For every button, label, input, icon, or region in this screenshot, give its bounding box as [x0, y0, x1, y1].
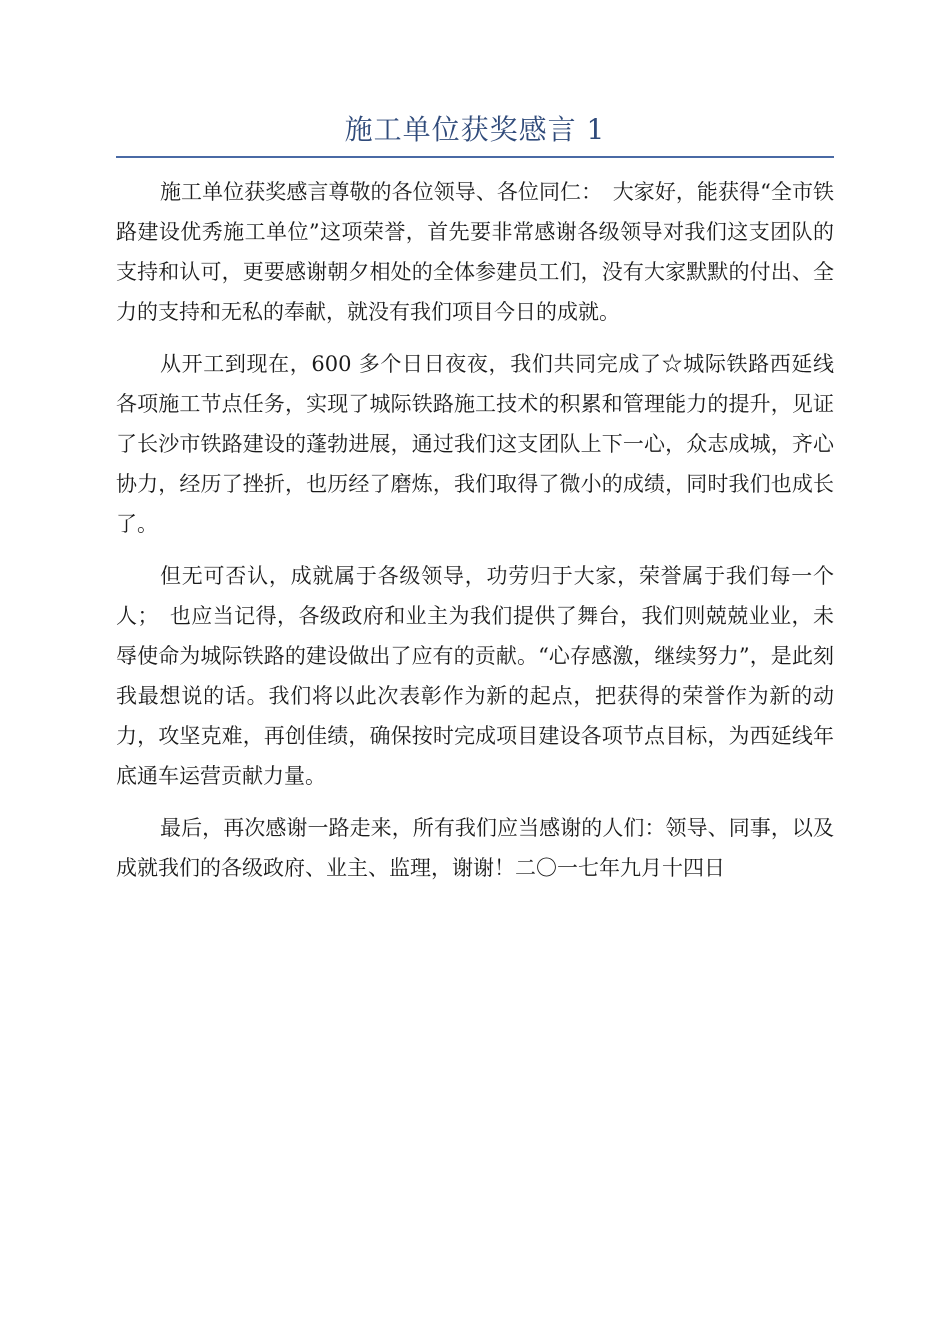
document-page: [116, 108, 834, 900]
paragraph-1: 施工单位获奖感言尊敬的各位领导、各位同仁： 大家好，能获得“全市铁路建设优秀施工单位”这项荣誉，首先要非常感谢各级领导对我们这支团队的支持和认可，更要感谢朝夕相处的全体参建员工们，没有大家默默的付出、全力的支持和无私的奉献，就没有我们项目今日的成就。: [116, 180, 834, 324]
paragraph-3: 但无可否认，成就属于各级领导，功劳归于大家，荣誉属于我们每一个人； 也应当记得，各级政府和业主为我们提供了舞台，我们则兢兢业业，未辱使命为城际铁路的建设做出了应有的贡献。“心存感激，继续努力”，是此刻我最想说的话。我们将以此次表彰作为新的起点，把获得的荣誉作为新的动力，攻坚克难，再创佳绩，确保按时完成项目建设各项节点目标，为西延线年底通车运营贡献力量。: [116, 564, 834, 788]
title-underline: [116, 156, 834, 158]
document-title: 施工单位获奖感言 1: [344, 113, 606, 146]
paragraph-2: 从开工到现在，600 多个日日夜夜，我们共同完成了☆城际铁路西延线各项施工节点任务，实现了城际铁路施工技术的积累和管理能力的提升，见证了长沙市铁路建设的蓬勃进展，通过我们这支团队上下一心，众志成城，齐心协力，经历了挫折，也历经了磨炼，我们取得了微小的成绩，同时我们也成长了。: [116, 352, 834, 536]
paragraph-4: 最后，再次感谢一路走来，所有我们应当感谢的人们：领导、同事，以及成就我们的各级政府、业主、监理，谢谢！二〇一七年九月十四日: [116, 816, 834, 880]
